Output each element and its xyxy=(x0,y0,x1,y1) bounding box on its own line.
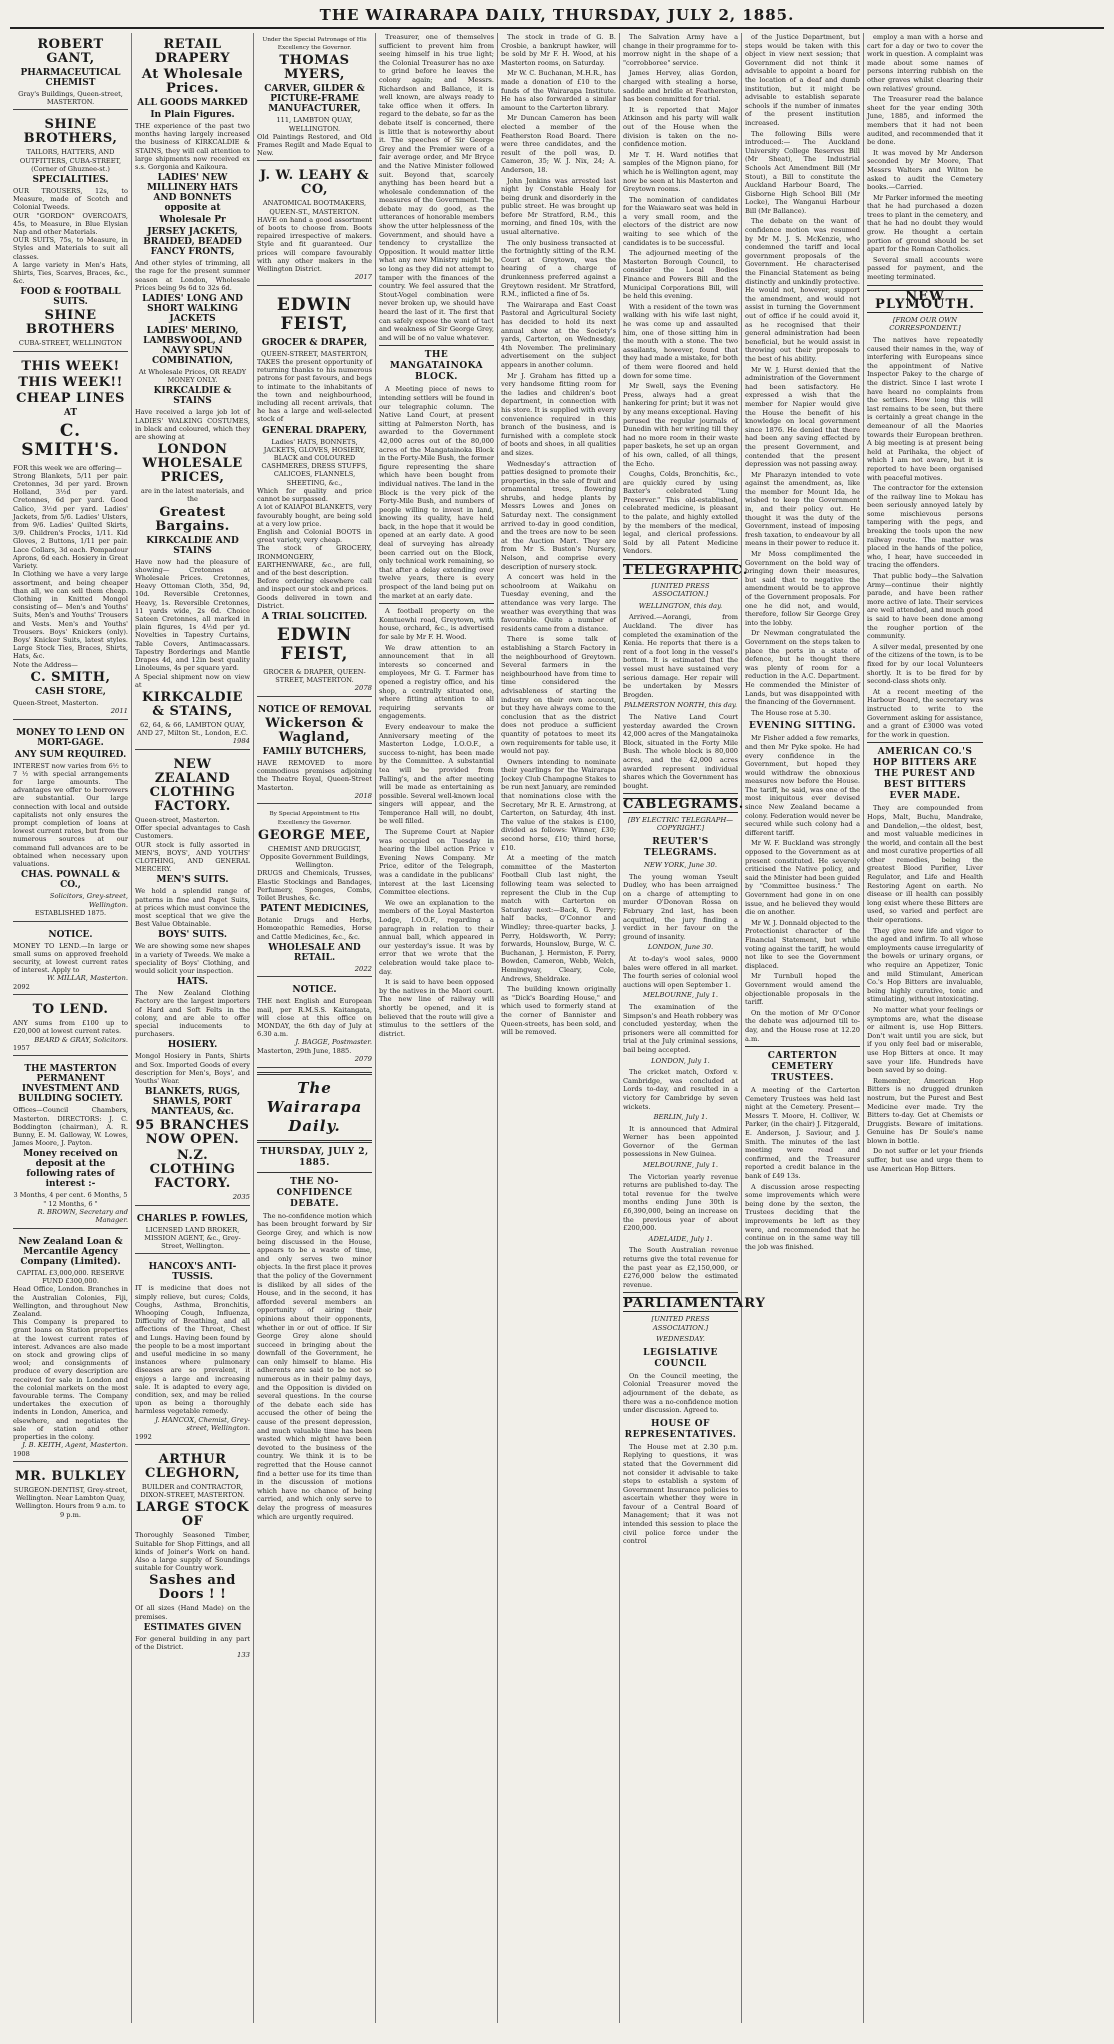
ad-text: Thoroughly Seasoned Timber, Suitable for Shop Fittings, and all kinds of Joiner's Work on hand. Also a large supply of Soundings suitable for Country work. xyxy=(135,1531,250,1573)
news-item: Mr Turnbull hoped the Government would amend the objectionable proposals in the tariff. xyxy=(745,972,860,1007)
ad-text: They give new life and vigor to the aged and infirm. To all whose employments cause irregularity of the bowels or urinary organs, or who require an Appetizer, Tonic and mild Stimulant, American Co.'s Hop Bitters are invaluable, being highly curative, tonic and stimulating, without intoxicating. xyxy=(867,926,983,1004)
column-1 xyxy=(10,33,132,2023)
ad-signature: CHAS. POWNALL & CO., xyxy=(21,870,120,891)
news-item: That public body—the Salvation Army—continue their nightly parade, and have been rather more active of late. Their services are well attended, and much good is said to have been done among the rougher portion of the community. xyxy=(867,572,983,641)
column-4 xyxy=(376,33,498,2023)
news-item: James Hervey, alias Gordon, charged with stealing a horse, saddle and bridle at Featherston, has been committed for trial. xyxy=(623,69,738,104)
ad-number: 1957 xyxy=(13,1044,30,1053)
news-item: It is announced that Admiral Werner has been appointed Governor of the German possessions in New Guinea. xyxy=(623,1124,738,1159)
newspaper-page xyxy=(10,6,1104,2032)
news-item: Mr W. J. Hurst denied that the administration of the Government had been satisfactory. He expressed a wish that the member for Napier would give the House the benefit of his knowledge on local government since 1876. He denied that there had been any saving effected by the present Government, and contended that the present depression was not passing away. xyxy=(745,365,860,469)
divider xyxy=(867,742,983,743)
divider xyxy=(379,345,494,346)
article-heading: THE NO-CONFIDENCE DEBATE. xyxy=(276,1176,353,1209)
news-item: of the Justice Department, but steps would be taken with this object in view next session; that Government did not think it advisable to appoint a board for the location of a deaf and dumb institution, but it might be advisable to establish separate schools if the number of inmates of the present institution increased. xyxy=(745,33,860,127)
ad-heading: HATS. xyxy=(176,977,208,988)
ad-heading-hop-bitters: AMERICAN CO.'S HOP BITTERS ARE THE PUREST AND BEST BITTERS EVER MADE. xyxy=(873,747,977,802)
ad-signature: J. B. KEITH, Agent, Masterton. xyxy=(22,1441,128,1450)
ad-text: The stock of GROCERY, IRONMONGERY, EARTHENWARE, &c., are full, and of the best description. xyxy=(257,544,372,577)
news-item: The House met at 2.30 p.m. Replying to questions, it was stated that the Government did not consider it advisable to take steps to establish a system of Government Insurance policies to ascertain whether they were in favour of a Central Board of Management; that it was not intended this session to place the civil police force under the control xyxy=(623,1442,738,1546)
column-2 xyxy=(132,33,254,2023)
news-item: At to-day's wool sales, 9000 bales were offered in all market. The fourth series of colonial wool auctions will open September 1. xyxy=(623,955,738,989)
ad-text: English and Colonial BOOTS in great variety, very cheap. xyxy=(257,527,372,545)
ad-text: ESTABLISHED 1875. xyxy=(34,909,107,918)
dateline: NEW YORK, June 30. xyxy=(643,861,718,870)
news-item: Mr W. J. Donnald objected to the Protectionist character of the Financial Statement, but while voting against the tariff, he would not like to see the Government displaced. xyxy=(745,918,860,970)
ad-title: TO LEND. xyxy=(32,1002,109,1018)
ad-george-mee xyxy=(257,807,372,977)
news-item: The examination of the Simpson's and Heath robbery was concluded yesterday, when the prisoners were all committed for trial at the July criminal sessions, bail being accepted. xyxy=(623,1002,738,1054)
ad-edwin-feist xyxy=(257,289,372,697)
ad-subtitle: BUILDER and CONTRACTOR, DIXON-STREET, MASTERTON. xyxy=(140,1483,245,1500)
ad-heading: Money received on deposit at the following rates of interest :- xyxy=(23,1149,118,1190)
divider xyxy=(623,559,738,560)
ad-title: 95 BRANCHES NOW OPEN. xyxy=(135,1118,250,1148)
ad-text: Botanic Drugs and Herbs, Homœopathic Remedies, Horse and Cattle Medicines, &c., &c. xyxy=(257,916,372,941)
ad-text: Of all sizes (Hand Made) on the premises. xyxy=(135,1604,250,1621)
ad-title: MR. BULKLEY xyxy=(15,1469,126,1485)
ad-address: 111, LAMBTON QUAY, WELLINGTON. xyxy=(276,116,353,133)
ad-subtitle: FAMILY BUTCHERS, xyxy=(262,746,367,757)
ad-title: CHARLES P. FOWLES, xyxy=(136,1213,249,1224)
ad-title: New Zealand Loan & Mercantile Agency Company (Limited). xyxy=(18,1236,123,1267)
news-item: Dr Newman congratulated the Government on the steps taken to place the ports in a state of defence, but he thought there was plenty of room for a reduction in the A.C. Department. He commended the Minister of Lands, but was disappointed with the financing of the Government. xyxy=(745,629,860,707)
ad-address: Gray's Buildings, Queen-street, MASTERTON. xyxy=(18,90,123,107)
news-item: John Jenkins was arrested last night by Constable Healy for being drunk and disorderly in the public street. He was brought up before Mr Stratford, R.M., this morning, and fined 10s, with the usual alternative. xyxy=(501,176,616,237)
news-item: The natives have repeatedly caused their names in the, way of interfering with Europeans since the appointment of Native Inspector Pakey to the charge of the district. Since I last wrote I have heard no complaints from the settlers. How long this will last remains to be seen, but there is certainly a great change in the demeanour of all the Maories towards their European brethren. A big meeting is at present being held at Parihaka, the object of which I am not aware, but it is reported to have been organised with peaceful motives. xyxy=(867,336,983,482)
article-heading: THE MANGATAINOKA BLOCK. xyxy=(389,350,484,383)
ad-number: 2011 xyxy=(110,706,128,715)
ad-heading: SPECIALITIES. xyxy=(32,175,109,186)
ad-text: The New Zealand Clothing Factory are the largest importers of Hard and Soft Felts in the colony, and are able to offer special inducements to purchasers. xyxy=(135,989,250,1039)
ad-number: 2018 xyxy=(354,791,372,800)
news-item: The debate on the want of confidence motion was resumed by Mr M. J. S. McKenzie, who condemned the tariff and local government proposals of the Government. He characterised the Financial Statement as being distinctly and unkindly protective. He would not, however, support the amendment, and would not assist in turning the Government out of office if he could avoid it, as he recognised that their general administration had been beneficial, but he would assist in throwing out their proposals to the best of his ability. xyxy=(745,217,860,363)
ad-title: ROBERT GANT, xyxy=(37,37,104,66)
news-item: Mr Moss complimented the Government on the bold way of bringing down their measures, but said that to negative the amendment would be to approve of the Government proposals. For one he did not, and would, therefore, follow Sir George Grey into the lobby. xyxy=(745,550,860,627)
ad-date: Masterton, 29th June, 1885. xyxy=(257,1046,352,1055)
news-item: The contractor for the extension of the railway line to Mokau has been seriously annoyed lately by some mischievous persons tampering with the pegs, and breaking the tools upon the new railway route. The matter was placed in the hands of the police, who, I hear, have succeeded in tracing the offenders. xyxy=(867,484,983,570)
ad-heading: A TRIAL SOLICITED. xyxy=(261,611,368,622)
news-item: Every endeavour to make the Anniversary meeting of the Masterton Lodge, I.O.O.F., a success to-night, has been made by the Committee. A substantial tea will be provided from Palling's, and the after meeting will be made as entertaining as possible. Several well-known local singers will appear, and the Temperance Hall will, no doubt, be well filled. xyxy=(379,722,494,826)
news-item: The adjourned meeting of the Masterton Borough Council, to consider the Local Bodies Finance and Powers Bill and the Municipal Corporations Bill, will be held this evening. xyxy=(623,249,738,301)
section-heading-telegraphic: TELEGRAPHIC. xyxy=(623,563,749,579)
ad-gant xyxy=(13,33,128,110)
news-item: Wednesday's attraction of patties designed to promote their properties, in the sale of fruit and ornamental trees, flowering shrubs, and hedge plants by Messrs Lowes and Jones on Saturday next. The consignment arrived to-day in good condition, and the trees are now to be seen at the Auction Mart. They are from Mr S. Buston's Nursery, Nelson, and comprise every description of nursery stock. xyxy=(501,459,616,571)
ad-title: THIS WEEK! xyxy=(21,358,120,374)
ad-heading: LADIES' NEW MILLINERY HATS AND BONNETS opposite at xyxy=(146,173,239,214)
ad-text: We are showing some new shapes in a variety of Tweeds. We make a speciality of Boys' Clothing, and would solicit your inspection. xyxy=(135,942,250,975)
columns xyxy=(10,33,1104,2023)
news-item: Mr Duncan Cameron has been elected a member of the Featherston Road Board. There were three candidates, and the result of the poll was, D. Cameron, 35; W. J. Nix, 24; A. Anderson, 18. xyxy=(501,114,616,174)
ad-permanent-society xyxy=(13,1059,128,1229)
ad-title: NOTICE. xyxy=(48,929,93,940)
ad-heading: KIRKCALDIE & STAINS xyxy=(153,386,232,407)
news-item: Mr Fisher added a few remarks, and then Mr Pyke spoke. He had every confidence in the Government, but hoped they would withdraw the obnoxious measures now before the House. The tariff, he said, was one of the most iniquitous ever devised since New Zealand became a colony. Federation would never be secured while such colony had a different tariff. xyxy=(745,734,860,837)
ad-text: We hold a splendid range of patterns in fine and Paget Suits, at prices which must convince the most sceptical that we give the Best Value Obtainable. xyxy=(135,887,250,929)
ad-number: 2079 xyxy=(354,1055,372,1064)
ad-text: OUR "GORDON" OVERCOATS, 45s, to Measure, in Blue Elysian Nap and other Materials. xyxy=(13,211,128,237)
ad-title: NEW ZEALAND CLOTHING FACTORY. xyxy=(149,756,236,814)
ad-subtitle: ANATOMICAL BOOTMAKERS, QUEEN-ST., MASTERTON. xyxy=(262,199,367,216)
ad-signature: BEARD & GRAY, Solicitors. xyxy=(34,1035,128,1044)
section-subheading: [BY ELECTRIC TELEGRAPH—COPYRIGHT.] xyxy=(627,815,734,833)
ad-number: 2022 xyxy=(354,964,372,973)
ad-text: At Wholesale Prices, OR READY MONEY ONLY. xyxy=(138,368,247,385)
ad-title: GEORGE MEE, xyxy=(258,827,371,843)
ad-subtitle: LICENSED LAND BROKER, MISSION AGENT, &c., Grey-Street, Wellington. xyxy=(144,1225,241,1251)
ad-text: SURGEON-DENTIST, Grey-street, Wellington. Near Lambton Quay, Wellington. Hours from 9 a.m. to 9 p.m. xyxy=(13,1486,128,1519)
ad-heading: NOTICE. xyxy=(292,985,337,996)
ad-heading: BOYS' SUITS. xyxy=(158,930,227,941)
ad-number: 2078 xyxy=(354,684,372,693)
ad-title: N.Z. CLOTHING FACTORY. xyxy=(149,1148,236,1192)
ad-title: MONEY TO LEND ON MORT-GAGE. xyxy=(16,727,125,748)
news-item: Mr Pharazyn intended to vote against the amendment, as, like the member for Mount Ida, he wished to keep the Government in, and their policy out. He thought it was the duty of the Government, instead of imposing fresh taxation, to endeavour by all means in their power to reduce it. xyxy=(745,470,860,548)
ad-address: CUBA-STREET, WELLINGTON xyxy=(18,339,123,348)
ad-subtitle: GROCER & DRAPER, xyxy=(261,337,368,348)
divider xyxy=(257,1172,372,1173)
divider xyxy=(257,1072,372,1075)
section-heading: EVENING SITTING. xyxy=(749,721,856,732)
ad-title: EDWIN FEIST, xyxy=(276,624,353,664)
ad-title: C. SMITH, xyxy=(30,669,111,685)
ad-notice-millar xyxy=(13,925,128,996)
ad-heading: GENERAL DRAPERY, xyxy=(261,425,368,436)
ad-word: AT xyxy=(63,407,78,418)
divider xyxy=(745,1046,860,1047)
section-heading: REUTER'S TELEGRAMS. xyxy=(643,837,718,859)
ad-money-lend xyxy=(13,723,128,922)
ad-title: At Wholesale Prices. xyxy=(141,67,244,96)
ad-subtitle: CASH STORE, xyxy=(35,686,106,697)
ad-title: KIRKCALDIE & STAINS, xyxy=(142,689,243,719)
news-item: It is reported that Major Atkinson and his party will walk out of the House when the division is taken on the no-confidence motion. xyxy=(623,105,738,149)
ad-text: MONEY TO LEND.—In large or small sums on approved freehold security, at lowest current rates of interest. Apply to xyxy=(13,941,128,975)
divider xyxy=(379,603,494,604)
divider xyxy=(623,793,738,794)
ad-title: SHINE BROTHERS, xyxy=(23,117,118,147)
ad-title: C. SMITH'S. xyxy=(21,420,120,460)
news-item: Mr W. C. Buchanan, M.H.R., has made a donation of £10 to the funds of the Wairarapa Institute. He has also forwarded a similar amount to the Carterton library. xyxy=(501,69,616,112)
ad-title: ARTHUR CLEGHORN, xyxy=(145,1452,240,1482)
news-item: Arrived.—Aorangi, from Auckland. The diver has completed the examination of the Kenia. He reports that there is a rent of a foot long in the vessel's bottom. It is estimated that the vessel must have sustained very serious damage. Her repair will be undertaken by Messrs Brogden. xyxy=(623,613,738,699)
ad-number: 2017 xyxy=(354,273,372,282)
ad-text: ANY sums from £100 up to £20,000 at lowest current rates. xyxy=(13,1019,128,1036)
ad-text: Note the Address— xyxy=(13,660,78,669)
ad-address: QUEEN-STREET, MASTERTON, xyxy=(260,349,369,358)
ad-wickerson xyxy=(257,700,372,804)
divider xyxy=(867,285,983,286)
ad-text: FOR this week we are offering— xyxy=(13,463,122,472)
ad-heading: ESTIMATES GIVEN xyxy=(143,1622,242,1633)
ad-text: Do not suffer or let your friends suffer, but use and urge them to use American Hop Bitters. xyxy=(867,1147,983,1173)
ad-title: THOMAS MYERS, xyxy=(279,53,350,83)
ad-heading: Wholesale Pr xyxy=(159,215,226,226)
ad-text: And other styles of trimming, all the rage for the present summer season at London, Wholesale Prices being 9s 6d to 32s 6d. xyxy=(135,259,250,292)
news-item: A football property on the Komtuewhi road, Greytown, with house, orchard, &c., is advertised for sale by Mr F. H. Wood. xyxy=(379,607,494,641)
ad-signature: R. BROWN, Secretary and Manager. xyxy=(37,1207,128,1225)
ad-text: Offer special advantages to Cash Customers. xyxy=(135,824,250,841)
dateline: MELBOURNE, July 1. xyxy=(643,991,718,1000)
dateline: LONDON, July 1. xyxy=(651,1056,710,1065)
ad-number: 2092 xyxy=(13,982,30,991)
news-item: A meeting of the Carterton Cemetery Trustees was held last night at the Cemetery. Present—Messrs T. Moore, H. Colliver, W. Parker, (in the chair) J. Fitzgerald, E. Anderson, J. Saviour, and J. Smith. The minutes of the last meeting were read and confirmed, and the Treasurer reported a credit balance in the bank of £49 13s. xyxy=(745,1086,860,1181)
ad-signature: W. MILLAR, Masterton. xyxy=(46,974,128,983)
news-item: We owe an explanation to the members of the Loyal Masterton Lodge, I.O.O.F., regarding a paragraph in relation to their annual ball, which appeared in our yesterday's issue. It was by error that we wrote that the celebration would take place to-day. xyxy=(379,898,494,976)
dateline: MELBOURNE, July 1. xyxy=(643,1161,718,1170)
news-item: Mr J. Graham has fitted up a very handsome fitting room for the ladies and children's boot department, in connection with his store. It is supplied with every convenience required in this branch of the business, and is furnished with a complete stock of boots and shoes, in all qualities and sizes. xyxy=(501,371,616,457)
column-5 xyxy=(498,33,620,2023)
ad-text: Mongol Hosiery in Pants, Shirts and Sox. Imported Goods of every description for Men's, Boys', and Youths' Wear. xyxy=(135,1052,250,1085)
ad-text: This Company is prepared to grant loans on Station properties at the lowest current rates of interest. Advances are also made on stock and growing clips of wool; and consignments of produce of every description are received for sale in London and the colonial markets on the most favourable terms. The Company undertakes the execution of indents in London, America, and elsewhere, and negotiates the sale of station and other properties in the colony. xyxy=(13,1318,128,1442)
ad-text: THE experience of the past two months having largely increased the business of KIRKCALDIE & STAINS, they will call attention to large shipments now received ex s.s. Gorgonia and Kaikoura. xyxy=(135,122,250,172)
ad-rates: 3 Months, 4 per cent. 6 Months, 5 " 12 Months, 6 " xyxy=(13,1191,128,1208)
ad-subtitle: CHEMIST AND DRUGGIST, Opposite Government Buildings, Wellington. xyxy=(260,844,369,870)
ad-fowles xyxy=(135,1209,250,1255)
news-item: The building known originally as "Dick's Boarding House," and which used to formerly stand at the corner of Bannister and Queen-streets, has been sold, and will be removed. xyxy=(501,985,616,1037)
ad-text: Have now had the pleasure of showing— Cretonnes at Wholesale Prices. Cretonnes, Heavy Ottoman Cloth, 35d, 9d, 10d. Reversible Cretonnes, Heavy, 1s. Reversible Cretonnes, 11 yards wide, 2s 6d. Choice Sateen Cretonnes, all marked in plain figures, 1s 4½d per yd. Novelties in Tapestry Curtains, Table Covers, Antimacassars. Tapestry Borderings and Mantle Drapes 4d, and 12in best quality Linoleums, 4s per square yard. xyxy=(135,557,250,673)
news-item: Mr W. F. Buckland was strongly opposed to the Government as at present constituted. He severely criticised the Native policy, and said the Minister had been guided by "Committee business." The Government had gone in on one issue, and he believed they would die on another. xyxy=(745,839,860,917)
news-item: At a meeting of the match committee of the Masterton Football Club last night, the following team was selected to represent the Club in the Cup match with Carterton on Saturday next:—Back, G. Perry; half backs, O'Connor and Windley; three-quarter backs, J. Perry, Holdsworth, W. Perry; forwards, Hounslow, Burge, W. C. Buchanan, J. Hermiston, F. Perry, Bowden, Cameron, Webb, Welch, Hemingway, Cleary, Cole, Andrews, Sheldrake. xyxy=(501,854,616,983)
ad-subtitle: In Plain Figures. xyxy=(150,110,235,120)
ad-text: Have received a large job lot of LADIES' WALKING COSTUMES, in black and coloured, which they are showing at xyxy=(135,408,250,442)
ad-text: HAVE on hand a good assortment of boots to choose from. Boots repaired irrespective of makers. Style and fit guaranteed. Our prices will compare favourably with any other makers in the Wellington District. xyxy=(257,215,372,274)
ad-address: Queen-Street, Masterton. xyxy=(13,698,99,707)
news-item: On the motion of Mr O'Conor the debate was adjourned till to-day, and the House rose at 12.20 a.m. xyxy=(745,1008,860,1043)
ad-cleghorn xyxy=(135,1448,250,1663)
ad-text: OUR TROUSERS, 12s, to Measure, made of Scotch and Colonial Tweeds. xyxy=(13,187,128,212)
ad-list: Strong Blankets, 5/11 per pair. Cretonnes, 3d per yard. Brown Holland, 3½d per yard. Cretonnes, 6d per yard. Good Calico, 3½d per yard. Ladies' Jackets, from 5/6. Ladies' Ulsters, from 9/6. Ladies' Quilted Skirts, 3/9. Children's Frocks, 1/11. Kid Gloves, 2 Buttons, 1/11 per pair. Lace Collars, 3d each. Pompadour Aprons, 6d each. Hosiery in Great Variety. xyxy=(13,471,128,571)
ad-text: OUR SUITS, 75s, to Measure, in Styles and Materials to suit all classes. xyxy=(13,236,128,261)
ad-heading: MEN'S SUITS. xyxy=(156,875,229,886)
ad-text: Goods delivered in town and District. xyxy=(257,593,372,610)
dateline: WELLINGTON, this day. xyxy=(638,601,723,610)
ad-title: LARGE STOCK OF xyxy=(135,1500,250,1530)
ad-heading: WHOLESALE AND RETAIL. xyxy=(268,942,361,963)
ad-list: Ladies' HATS, BONNETS, JACKETS, GLOVES, HOSIERY, BLACK and COLOURED CASHMERES, DRESS STUFFS, CALICOES, FLANNELS, SHEETING, &c., xyxy=(261,437,368,487)
news-item: Mr T. H. Ward notifies that samples of the Mignon piano, for which he is Wellington agent, may now be seen at his Masterton and Greytown rooms. xyxy=(623,150,738,194)
section-heading: HOUSE OF REPRESENTATIVES. xyxy=(624,1418,737,1440)
divider xyxy=(257,1140,372,1143)
ad-to-lend xyxy=(13,998,128,1056)
news-item: It was moved by Mr Anderson seconded by Mr Moore, That Messrs Walters and Wilton be asked to audit the Cemetery books.—Carried. xyxy=(867,148,983,192)
news-item: On the Council meeting, the Colonial Treasurer moved the adjournment of the debate, as there was a no-confidence motion under discussion. Agreed to. xyxy=(623,1371,738,1415)
ad-text: Offices—Council Chambers, Masterton. DIRECTORS: J. C. Boddington (chairman), A. R. Bunny, E. M. Galloway, W. Lowes, James Moore, J. Payton. xyxy=(13,1106,128,1148)
news-item: The following Bills were introduced:— The Auckland University College Reserves Bill (Mr Sheat), The Industrial Schools Act Amendment Bill (Mr Stout), a Bill to constitute the Auckland Harbour Board, The Gisborne High School Bill (Mr Locke), The Wanganui Harbour Bill (Mr Ballance). xyxy=(745,129,860,215)
ad-title: HANCOX'S ANTI-TUSSIS. xyxy=(148,1262,237,1283)
ad-bulkley xyxy=(13,1465,128,1522)
ad-signature: J. HANCOX, Chemist, Grey-street, Wellington. xyxy=(155,1415,250,1433)
news-item: Coughs, Colds, Bronchitis, &c., are quickly cured by using Baxter's celebrated "Lung Preserver." This old-established, celebrated medicine, is pleasant to the palate, and highly extolled by the members of the medical, legal, and clerical professions. Sold by all Patent Medicine Vendors. xyxy=(623,470,738,556)
ad-heading: NOTICE OF REMOVAL xyxy=(257,704,372,715)
news-item: Mr Swell, says the Evening Press, always had a great hankering for print; but it was not by any means exceptional. Having perused the regular journals of Dunedin with her writing till they had no more room in their waste paper baskets, he set up an organ of his own, called, of all things, the Echo. xyxy=(623,382,738,468)
ad-heading: BLANKETS, RUGS, SHAWLS, PORT MANTEAUS, &c. xyxy=(144,1087,241,1118)
paper-title: The Wairarapa Daily. xyxy=(266,1078,363,1135)
article-heading: CARTERTON CEMETERY TRUSTEES. xyxy=(767,1051,838,1084)
ad-nz-clothing-factory xyxy=(135,753,250,1206)
ad-text: A large variety in Men's Hats, Shirts, Ties, Scarves, Braces, &c., &c. xyxy=(13,260,128,286)
ad-number: 1908 xyxy=(13,1449,30,1458)
ad-text: IT is medicine that does not simply relieve, but cures; Colds, Coughs, Asthma, Bronchitis, Whooping Cough, Influenza, Difficulty of Breathing, and all affections of the Throat, Chest and Lungs. Having been found by the people to be a most important and useful medicine in so many instances where pulmonary diseases are so prevalent, it enjoys a large and increasing sale. It is adapted to every age, condition, sex, and may be relied upon as being a thoroughly harmless vegetable remedy. xyxy=(135,1284,250,1416)
ad-address: Solicitors, Grey-street, Wellington. xyxy=(49,892,128,909)
ad-signature: J. BAGGE, Postmaster. xyxy=(295,1038,372,1047)
ad-c-smiths xyxy=(13,355,128,720)
ad-text: OUR stock is fully assorted in MEN'S, BOYS', AND YOUTHS' CLOTHING, AND GENERAL MERCERY. xyxy=(135,840,250,874)
dateline: ADELAIDE, July 1. xyxy=(648,1234,713,1243)
ad-address: 62, 64, & 66, LAMBTON QUAY, AND 27, Milton St., London, E.C. xyxy=(137,720,248,738)
ad-heading: LADIES' LONG AND SHORT WALKING JACKETS xyxy=(142,294,243,325)
ad-patronage: By Special Appointment to His Excellency the Governor. xyxy=(269,811,360,826)
column-3 xyxy=(254,33,376,2023)
masthead: THE WAIRARAPA DAILY, THURSDAY, JULY 2, 1885. xyxy=(10,6,1104,29)
news-item: Several small accounts were passed for payment, and the meeting terminated. xyxy=(867,255,983,282)
ad-text: Head Office, London. Branches in the Australian Colonies, Fiji, Wellington, and throughout New Zealand. xyxy=(13,1285,128,1318)
ad-shine-brothers xyxy=(13,113,128,351)
column-8 xyxy=(864,33,986,2023)
news-item: The Salvation Army have a change in their programme for to-morrow night in the shape of a "corrobboree" service. xyxy=(623,33,738,67)
ad-heading: JERSEY JACKETS, BRAIDED, BEADED FANCY FRONTS, xyxy=(143,227,242,258)
ad-subtitle: ALL GOODS MARKED xyxy=(137,98,248,108)
ad-patronage: Under the Special Patronage of His Excellency the Governor. xyxy=(262,37,367,52)
news-item: The Supreme Court at Napier was occupied on Tuesday in hearing the libel action Price v Evening News Company. Mr Price, editor of the Telegraph, was a candidate in the publicans' interest at the last Licensing Committee elections. xyxy=(379,828,494,897)
ad-title: Wickerson & Wagland, xyxy=(265,715,364,745)
ad-text: Before ordering elsewhere call and inspect our stock and prices. xyxy=(257,577,372,594)
section-heading-cablegrams: CABLEGRAMS. xyxy=(623,797,745,813)
news-item: At a recent meeting of the Harbour Board, the secretary was instructed to write to the Government asking for assistance, and a grant of £3000 was voted for the work in question. xyxy=(867,687,983,739)
section-subheading: [UNITED PRESS ASSOCIATION.] xyxy=(651,1314,710,1332)
ad-thomas-myers xyxy=(257,33,372,161)
ad-capital: CAPITAL £3,000,000. RESERVE FUND £300,000. xyxy=(16,1268,125,1286)
news-item: The cricket match, Oxford v. Cambridge, was concluded at Lords to-day, and resulted in a victory for Cambridge by seven wickets. xyxy=(623,1068,738,1111)
ad-number: 133 xyxy=(237,1651,250,1660)
news-item: A concert was held in the schoolroom at Waikahu on Tuesday evening, and the attendance was very large. The weather was everything that was favourable. Quite a number of residents came from a distance. xyxy=(501,573,616,633)
ad-number: 1992 xyxy=(135,1432,152,1441)
ad-heading: KIRKCALDIE AND STAINS xyxy=(146,535,239,556)
ad-heading: PATENT MEDICINES, xyxy=(260,904,369,915)
ad-text: are in the latest materials, and the xyxy=(140,487,245,504)
section-heading-new-plymouth: NEW PLYMOUTH. xyxy=(867,290,983,313)
ad-text: For general building in any part of the District. xyxy=(135,1634,250,1652)
ad-title: THIS WEEK!! xyxy=(18,374,123,390)
news-item: With a resident of the town was walking with his wife last night, he was come up and assaulted him, one of those sitting him in the mouth with a stone. The two assailants, however, found that they had made a mistake, for both of them were floored and held down for some time. xyxy=(623,302,738,380)
news-item: The Treasurer read the balance sheet for the year ending 30th June, 1885, and informed the members that it had not been audited, and recommended that it be done. xyxy=(867,95,983,147)
ad-number: 1984 xyxy=(232,737,250,746)
ad-subtitle: TAILORS, HATTERS, AND OUTFITTERS, CUBA-STREET, (Corner of Ghuznee-st.) xyxy=(19,148,122,173)
news-item: The Native Land Court yesterday awarded the Crown 42,000 acres of the Mangatainoka Block, situated in the Forty Mile Bush. The whole block is 80,000 acres, and the 42,000 acres awarded represent individual shares which the Government has bought. xyxy=(623,712,738,790)
news-item: Owners intending to nominate their yearlings for the Wairarapa Jockey Club Champagne Stakes to be run next January, are reminded that nominations close with the Secretary, Mr R. E. Armstrong, at Carterton, on Saturday, 4th inst. The value of the stakes is £100, divided as follows: Winner, £30; second horse, £10; third horse, £10. xyxy=(501,757,616,852)
dateline: BERLIN, July 1. xyxy=(653,1113,708,1122)
ad-text: INTEREST now varies from 6½ to 7 ½ with special arrangements for large amounts. The advantages we offer to borrowers are substantial. Our large connection with local and outside capitalists not only ensures the prompt completion of loans at lowest current rates, but from the numerous sources at our command full advances are to be obtained when necessary upon valuations. xyxy=(13,761,128,868)
ad-text: Which for quality and price cannot be surpassed. xyxy=(257,486,372,504)
ad-number: 2035 xyxy=(232,1193,250,1202)
news-item: The Victorian yearly revenue returns are published to-day. The total revenue for the twelve months ending June 30th is £6,390,000, being an increase on the previous year of about £200,000. xyxy=(623,1172,738,1233)
news-item: We draw attention to an announcement that in all interests so concerned and employees, Mr G. T. Farmer has opened a registry office, and his shop, a centrally situated one, where fitting attention to all requiring servants or engagements. xyxy=(379,643,494,721)
ad-text: Remember, American Hop Bitters is no drugged drunken nostrum, but the Purest and Best Medicine ever made. Try the Bitters to-day. Get at Chemists or Druggists. Beware of imitations. Genuine has Dr Soule's name blown in bottle. xyxy=(867,1076,983,1145)
ad-title: EDWIN FEIST, xyxy=(276,294,353,334)
ad-subtitle: ANY SUM REQUIRED. xyxy=(14,749,127,760)
ad-mail-notice xyxy=(257,980,372,1067)
ad-text: In Clothing we have a very large assortment, and being cheaper than all, we can sell them cheap. Clothing in Knitted Mongol consisting of— Men's and Youths' Suits, Men's and Youths' Trousers and Vests. Men's and Youths' Trousers. Boys' Knickers (only). Boys' Knicker Suits, latest styles. Large Stock Ties, Braces, Shirts, Hats, &c. xyxy=(13,570,128,661)
ad-title: Greatest Bargains. xyxy=(155,504,230,534)
ad-title: J. W. LEAHY & CO, xyxy=(259,168,370,198)
ad-text: A Special shipment now on view at xyxy=(135,672,250,689)
ad-text: THE next English and European mail, per R.M.S.S. Kaitangata, will close at this office on MONDAY, the 6th day of July at 6.30 a.m. xyxy=(257,997,372,1039)
ad-text: Old Paintings Restored, and Old Frames Regilt and Made Equal to New. xyxy=(257,132,372,158)
news-item: The stock in trade of G. B. Crosbie, a bankrupt hawker, will be sold by Mr F. H. Wood, at his Masterton rooms, on Saturday. xyxy=(501,33,616,67)
ad-nz-loan xyxy=(13,1232,128,1462)
ad-text: A lot of KAIAPOI BLANKETS, very favourably bought, are being sold at a very low price. xyxy=(257,503,372,528)
article-text: The no-confidence motion which has been brought forward by Sir George Grey, and which is now being discussed in the House, appears to be a waste of time, and only serves two minor objects. In the first place it proves that the policy of the Government is disliked by all sides of the House, and in the second, it has afforded several members an opportunity of airing their opinions about their opponents, whether in or out of office. If Sir George Grey alone should succeed in bringing about the downfall of the Government, he can only himself to blame. His adherents are said to be not so numerous as in their palmy days, and the Opposition is divided on several questions. In the course of the debate each side has accused the other of being the cause of the present depression, and much valuable time has been wasted which might have been devoted to the business of the country. We think it is to be regretted that the House cannot find a better use for its time than in the discussion of motions which have no chance of being carried, and which only serve to delay the progress of measures which are urgently required. xyxy=(257,1211,372,1521)
news-item: The young woman Yseult Dudley, who has been arraigned on a charge of attempting to murder O'Donovan Rossa on February 2nd last, has been acquitted, the jury finding a verdict in her favour on the ground of insanity. xyxy=(623,872,738,941)
news-item: The Wairarapa and East Coast Pastoral and Agricultural Society has decided to hold its next annual show at the Society's yards, Carterton, on Wednesday, 4th November. The preliminary advertisement on the subject appears in another column. xyxy=(501,300,616,369)
ad-address: Queen-street, Masterton. xyxy=(135,815,220,824)
news-item: A silver medal, presented by one of the citizens of the town, is to be fixed for by our local Volunteers shortly. It is to be fired for by second-class shots only. xyxy=(867,642,983,686)
ad-text: No matter what your feelings or symptoms are, what the disease or ailment is, use Hop Bitters. Don't wait until you are sick, but if you only feel bad or miserable, use Hop Bitters at once. It may save your life. Hundreds have been saved by so doing. xyxy=(867,1005,983,1075)
ad-subtitle: PHARMACEUTICAL CHEMIST xyxy=(20,68,121,88)
ad-subtitle: CARVER, GILDER & PICTURE-FRAME MANUFACTURER, xyxy=(264,84,365,115)
article-text: Treasurer, one of themselves sufficient to prevent him from seeing himself in his true light; the Colonial Treasurer has no axe to grind before he leaves the colony again; and Messrs. Richardson and Ballance, it is well known, are always ready to take office when it offers. In regard to the debate, so far as the debate itself is concerned, there is little that is noteworthy about it. The speeches of Sir George Grey and the Premier were of a fair average order, and Mr Bryce and the Native Minister followed suit. Beyond that, scarcely anything has been heard but a wholesale condemnation of the measures of the Government. The debate may do good, as the utterances of honorable members show the utter helplessness of the Government, and should have a tendency to crystallize the Opposition. It would matter little what any new Ministry might be, so long as they did not attempt to tamper with the finances of the country. We feel assured that the Stout-Vogel combination were never broken up, we should have heard the last of it. The first that can safely expose the want of tact and weakness of Sir George Grey, and will be of no value whatever. xyxy=(379,33,494,342)
ad-title: SHINE BROTHERS xyxy=(25,308,116,338)
article-text: A Meeting piece of news to intending settlers will be found in our telegraphic column. The Native Land Court, at present sitting at Palmerston North, has awarded to the Government 42,000 acres out of the 80,000 acres of the Mangatainoka Block in the Forty-Mile Bush, the former figure representing the share which have been bought from individual natives. The land in the Block is the very pick of the Forty-Mile Bush, and numbers of people willing to invest in land, knowing its quality, have held back, in the hope that it would be opened at an early date. A good deal of surveying has already been carried out on the Block, only technical work remaining, so that after a delay extending over twelve years, there is every prospect of the land being put on the market at an early date. xyxy=(379,385,494,600)
ad-text: They are compounded from Hops, Malt, Buchu, Mandrake, and Dandelion,—the oldest, best, and most valuable medicines in the world, and contain all the best and most curative properties of all other remedies, being the greatest Blood Purifier, Liver Regulator, and Life and Health Restoring Agent on earth. No disease or ill health can possibly long exist where these Bitters are used, so varied and perfect are their operations. xyxy=(867,804,983,925)
dateline: LONDON, June 30. xyxy=(647,943,714,952)
news-item: The nomination of candidates for the Waiawaro seat was held in a very small room, and the electors of the district are now waiting to see which of the candidates is to be successful. xyxy=(623,195,738,247)
dateline: WEDNESDAY. xyxy=(656,1335,705,1344)
ad-title: LONDON WHOLESALE PRICES, xyxy=(142,442,243,486)
ad-title: THE MASTERTON PERMANENT INVESTMENT AND BUILDING SOCIETY. xyxy=(18,1064,123,1105)
ad-hancox xyxy=(135,1257,250,1445)
news-item: The House rose at 5.30. xyxy=(751,708,831,717)
section-heading-parliamentary: PARLIAMENTARY xyxy=(623,1296,766,1312)
column-7 xyxy=(742,33,864,2023)
news-item: The South Australian revenue returns give the total revenue for the past year as £2,150,000, or £276,000 below the estimated revenue. xyxy=(623,1246,738,1289)
ad-heading: HOSIERY. xyxy=(167,1040,218,1051)
dateline: PALMERSTON NORTH, this day. xyxy=(623,701,737,710)
news-item: There is some talk of establishing a Starch Factory in the neighbourhood of Greytown. Several farmers in the neighbourhood have from time to time considered the advisableness of starting the industry on their own account, but they have always come to the conclusion that as the district does not produce a sufficient quantity of potatoes to meet its own requirements for table use, it would not pay. xyxy=(501,635,616,756)
news-item: A discussion arose respecting some improvements which were being done by the sexton, the Trustees deciding that the improvements be left as they were, and recommended that he continue on in the same way till the job was finished. xyxy=(745,1182,860,1251)
ad-text: DRUGS and Chemicals, Trusses, Elastic Stockings and Bandages, Perfumery, Sponges, Combs, Toilet Brushes, &c. xyxy=(257,869,372,902)
ad-address: GROCER & DRAPER, QUEEN-STREET, MASTERTON. xyxy=(263,667,366,685)
ad-text: HAVE REMOVED to more commodious premises adjoining the Theatre Royal, Queen-Street Masterton. xyxy=(257,758,372,792)
news-item: It is said to have been opposed by the natives in the Maori court. The new line of railway will shortly be opened, and it is believed that the route will give a stimulus to the settlers of the district. xyxy=(379,978,494,1038)
paper-date: THURSDAY, JULY 2, 1885. xyxy=(260,1146,369,1168)
ad-title: Sashes and Doors ! ! xyxy=(149,1573,236,1603)
ad-retail-drapery xyxy=(135,33,250,750)
news-item: The only business transacted at the fortnightly sitting of the R.M. Court at Greytown, was the hearing of a charge of drunkenness preferred against a Greytown resident. Mr Stratford, R.M., inflicted a fine of 5s. xyxy=(501,238,616,299)
ad-title: CHEAP LINES xyxy=(16,390,125,406)
news-item: employ a man with a horse and cart for a day or two to cover the work in question. A complaint was made about some names of persons interring rubbish on the other graves whilst clearing their own relatives' ground. xyxy=(867,33,983,93)
ad-heading: LADIES' MERINO, LAMBSWOOL, AND NAVY SPUN COMBINATION, xyxy=(143,326,242,367)
column-6 xyxy=(620,33,766,2023)
section-subheading: [FROM OUR OWN CORRESPONDENT.] xyxy=(889,315,961,333)
section-subheading: [UNITED PRESS ASSOCIATION.] xyxy=(651,581,710,599)
section-heading: LEGISLATIVE COUNCIL xyxy=(643,1347,718,1369)
divider xyxy=(623,1292,738,1293)
news-item: Mr Parker informed the meeting that he had purchased a dozen trees to plant in the cemetery, and that he had no doubt they would grow. He thought a certain portion of ground should be set apart for the Roman Catholics. xyxy=(867,193,983,254)
ad-leahy xyxy=(257,164,372,285)
ad-heading: FOOD & FOOTBALL SUITS. xyxy=(20,287,121,308)
ad-text: TAKES the present opportunity of returning thanks to his numerous patrons for past favours, and begs to intimate to the inhabitants of the town and neighbourhood, including all recent arrivals, that he has a large and well-selected stock of xyxy=(257,358,372,424)
ad-title: RETAIL DRAPERY xyxy=(154,37,231,66)
